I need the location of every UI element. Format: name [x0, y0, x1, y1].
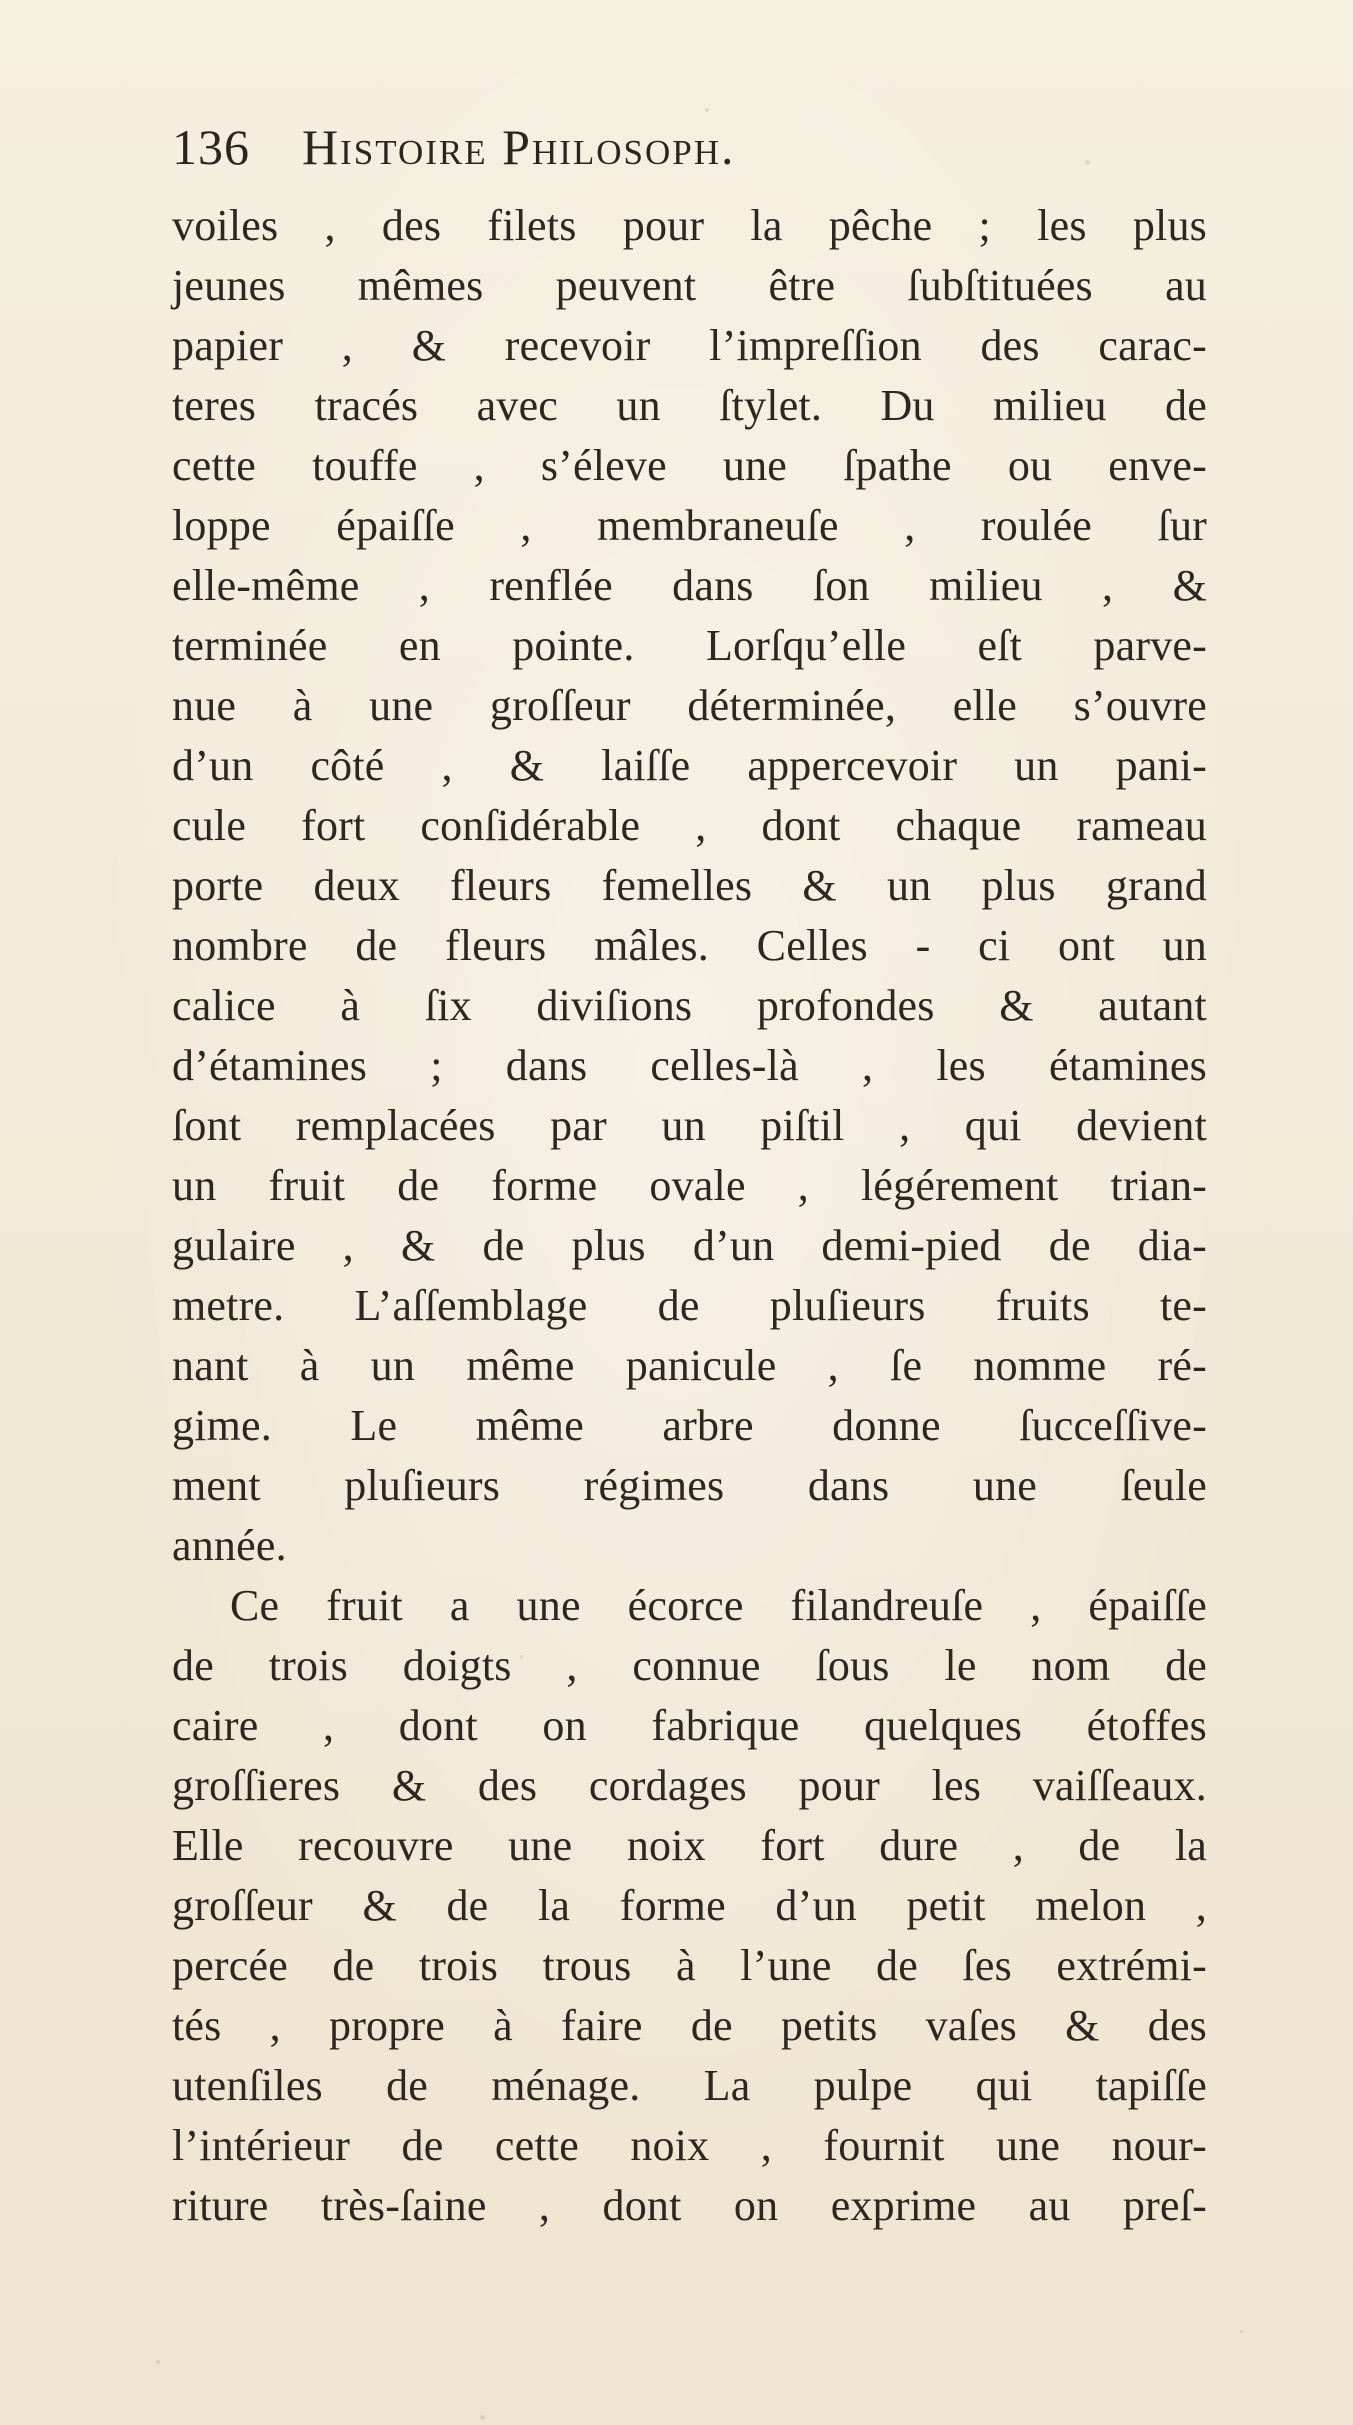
text-line: papier , & recevoir l’impreſſion des carac- [172, 321, 1207, 370]
text-line: groſſieres & des cordages pour les vaiſſeaux. [172, 1761, 1207, 1810]
text-line: Elle recouvre une noix fort dure , de la [172, 1821, 1207, 1870]
page-number: 136 [172, 119, 250, 175]
running-head [172, 118, 1112, 188]
text-line: metre. L’aſſemblage de pluſieurs fruits te- [172, 1281, 1207, 1330]
text-line: riture très-ſaine , dont on exprime au preſ- [172, 2181, 1207, 2230]
text-line: gulaire , & de plus d’un demi-pied de dia- [172, 1221, 1207, 1270]
text-line: cule fort conſidérable , dont chaque rameau [172, 801, 1207, 850]
text-line: cette touffe , s’éleve une ſpathe ou enve- [172, 441, 1207, 490]
text-line: voiles , des filets pour la pêche ; les plus [172, 201, 1207, 250]
text-line: nue à une groſſeur déterminée, elle s’ouvre [172, 681, 1207, 730]
paper-speck [1240, 2330, 1243, 2333]
text-line: nombre de fleurs mâles. Celles - ci ont un [172, 921, 1207, 970]
text-line: elle-même , renflée dans ſon milieu , & [172, 561, 1207, 610]
text-line: nant à un même panicule , ſe nomme ré- [172, 1341, 1207, 1390]
text-line: porte deux fleurs femelles & un plus grand [172, 861, 1207, 910]
running-title: Histoire Philosoph. [302, 119, 736, 175]
text-line: tés , propre à faire de petits vaſes & des [172, 2001, 1207, 2050]
text-line: un fruit de forme ovale , légérement trian- [172, 1161, 1207, 1210]
paper-speck [705, 108, 709, 112]
text-line: d’étamines ; dans celles-là , les étamines [172, 1041, 1207, 1090]
text-line: Ce fruit a une écorce filandreuſe , épaiſſe [230, 1581, 1207, 1630]
text-line: l’intérieur de cette noix , fournit une nour- [172, 2121, 1207, 2170]
text-line: loppe épaiſſe , membraneuſe , roulée ſur [172, 501, 1207, 550]
text-line: de trois doigts , connue ſous le nom de [172, 1641, 1207, 1690]
text-line: teres tracés avec un ſtylet. Du milieu de [172, 381, 1207, 430]
text-line: calice à ſix diviſions profondes & autant [172, 981, 1207, 1030]
text-line: ſont remplacées par un piſtil , qui devient [172, 1101, 1207, 1150]
text-line: d’un côté , & laiſſe appercevoir un pani- [172, 741, 1207, 790]
text-line: groſſeur & de la forme d’un petit melon , [172, 1881, 1207, 1930]
text-line: percée de trois trous à l’une de ſes extrémi- [172, 1941, 1207, 1990]
text-block [172, 196, 1207, 2236]
text-line: caire , dont on fabrique quelques étoffes [172, 1701, 1207, 1750]
text-line: gime. Le même arbre donne ſucceſſive- [172, 1401, 1207, 1450]
paper-speck [480, 2415, 485, 2420]
text-line: terminée en pointe. Lorſqu’elle eſt parve- [172, 621, 1207, 670]
text-line: jeunes mêmes peuvent être ſubſtituées au [172, 261, 1207, 310]
text-line: année. [172, 1521, 287, 1570]
text-line: utenſiles de ménage. La pulpe qui tapiſſe [172, 2061, 1207, 2110]
paper-speck [156, 2360, 160, 2364]
text-line: ment pluſieurs régimes dans une ſeule [172, 1461, 1207, 1510]
